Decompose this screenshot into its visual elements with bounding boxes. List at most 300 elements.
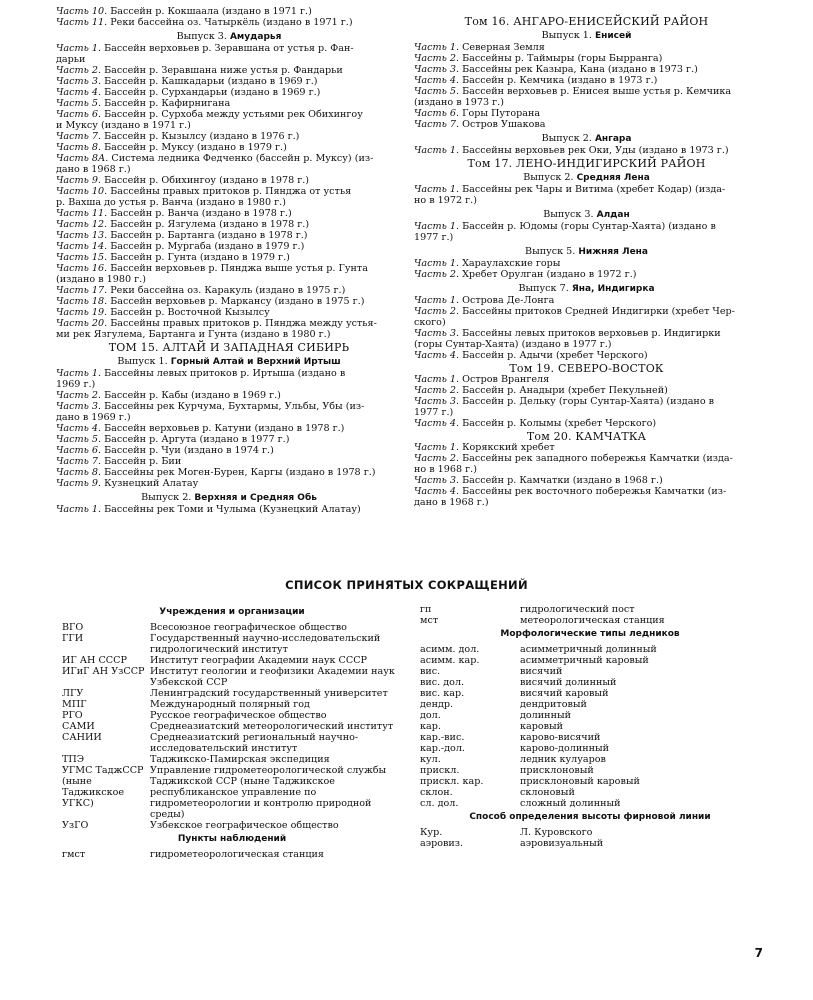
volume-part-line: [414, 328, 759, 339]
abbreviation-value: Таджикско-Памирская экспедиция: [150, 754, 330, 765]
abbreviation-value: гидрометеорологическая станция: [150, 849, 324, 860]
part-label: Часть 17.: [56, 285, 108, 296]
abbreviation-value: Л. Куровского: [520, 827, 593, 838]
issue-heading: [56, 31, 402, 43]
volume-part-line: [56, 230, 402, 241]
issue-heading: [414, 246, 759, 258]
volume-part-line: [56, 153, 402, 164]
part-text: Бассейны рек Курчума, Бухтармы, Ульбы, Убы (из-: [101, 401, 365, 412]
part-label: Часть 7.: [414, 119, 460, 130]
abbreviation-key: САМИ: [62, 721, 95, 732]
part-continuation: дано в 1969 г.): [56, 412, 131, 423]
part-text: Бассейны рек западного побережья Камчатки (изда-: [459, 453, 733, 464]
abbreviation-row: [62, 710, 402, 721]
abbreviation-row: [420, 655, 760, 666]
part-label: Часть 4.: [414, 75, 460, 86]
abbreviation-row: [62, 655, 402, 666]
part-text: Система ледника Федченко (бассейн р. Муксу) (из-: [108, 153, 374, 164]
part-text: Бассейн р. Дельку (горы Сунтар-Хаята) (издано в: [459, 396, 715, 407]
abbreviations-title: СПИСОК ПРИНЯТЫХ СОКРАЩЕНИЙ: [285, 578, 528, 592]
abbreviation-row: [62, 633, 402, 655]
abbreviation-row: [420, 743, 760, 754]
abbreviation-row: [420, 644, 760, 655]
part-continuation: дано в 1968 г.): [56, 164, 131, 175]
volume-part-line: [56, 390, 402, 401]
part-label: Часть 2.: [414, 269, 460, 280]
part-continuation: ского): [414, 317, 446, 328]
abbreviation-row: [62, 699, 402, 710]
abbreviation-value: висячий: [520, 666, 563, 677]
volume-part-line: [414, 385, 759, 396]
part-label: Часть 4.: [414, 418, 460, 429]
abbreviation-value: асимметричный каровый: [520, 655, 649, 666]
abbreviation-row: [62, 732, 402, 754]
abbreviation-group-heading: Способ определения высоты фирновой линии: [469, 812, 711, 822]
abbreviation-value: присклоновый каровый: [520, 776, 640, 787]
part-text: Бассейн р. Мургаба (издано в 1979 г.): [107, 241, 305, 252]
issue-heading: [56, 492, 402, 504]
issue-title: Алдан: [596, 210, 630, 220]
issue-number: Выпуск 2.: [523, 172, 577, 183]
part-text: Бассейн р. Обихингоу (издано в 1978 г.): [101, 175, 310, 186]
abbreviation-row: [420, 732, 760, 743]
part-text: Бассейн верховьев р. Маркансу (издано в 1975 г.): [107, 296, 365, 307]
issue-title: Горный Алтай и Верхний Иртыш: [170, 357, 341, 367]
part-label: Часть 8А.: [56, 153, 109, 164]
abbreviation-row: [420, 765, 760, 776]
part-label: Часть 4.: [56, 87, 102, 98]
abbreviation-key: ТПЭ: [62, 754, 85, 765]
volume-part-line: [414, 295, 759, 306]
part-text: Бассейн р. Анадыри (хребет Пекульней): [459, 385, 668, 396]
part-continuation: 1969 г.): [56, 379, 96, 390]
part-label: Часть 3.: [414, 396, 460, 407]
volume-part-line: [414, 119, 759, 130]
volume-part-line: [56, 17, 402, 28]
part-label: Часть 19.: [56, 307, 108, 318]
abbreviation-key: мст: [420, 615, 439, 626]
part-label: Часть 3.: [56, 76, 102, 87]
part-continuation: дано в 1968 г.): [414, 497, 489, 508]
part-label: Часть 18.: [56, 296, 108, 307]
part-text: Бассейн р. Кабы (издано в 1969 г.): [101, 390, 281, 401]
volume-part-line: [56, 307, 402, 318]
volume-part-line: [56, 142, 402, 153]
abbreviation-value: карово-висячий: [520, 732, 601, 743]
abbreviation-key: МПГ: [62, 699, 87, 710]
abbreviation-row: [420, 666, 760, 677]
part-text: Бассейны правых притоков р. Пянджа между устья-: [107, 318, 377, 329]
part-text: Бассейны рек Моген-Бурен, Каргы (издано в 1978 г.): [101, 467, 376, 478]
issue-title: Верхняя и Средняя Обь: [194, 493, 317, 503]
part-text: Бассейн р. Ванча (издано в 1978 г.): [107, 208, 292, 219]
volume-heading: Том 20. КАМЧАТКА: [526, 430, 647, 443]
volume-part-line: [56, 241, 402, 252]
abbreviation-row: [420, 699, 760, 710]
abbreviation-row: [62, 765, 402, 820]
part-text: Бассейны рек Казыра, Кана (издано в 1973 г.): [459, 64, 698, 75]
volume-part-line: [56, 445, 402, 456]
abbreviation-row: [420, 787, 760, 798]
abbreviation-key: прискл. кар.: [420, 776, 484, 787]
part-label: Часть 3.: [414, 328, 460, 339]
part-label: Часть 2.: [414, 306, 460, 317]
abbreviation-value: склоновый: [520, 787, 575, 798]
volume-part-line: [56, 186, 402, 197]
volume-part-line: [56, 87, 402, 98]
volume-part-line: [56, 6, 402, 17]
abbreviation-key: УзГО: [62, 820, 89, 831]
part-label: Часть 4.: [56, 423, 102, 434]
part-continuation: дарьи: [56, 54, 86, 65]
abbreviation-value: Ленинградский государственный университет: [150, 688, 388, 699]
part-text: Бассейн р. Кызылсу (издано в 1976 г.): [101, 131, 300, 142]
part-text: Реки бассейна оз. Каракуль (издано в 1975 г.): [107, 285, 346, 296]
volume-part-line: [56, 504, 402, 515]
part-label: Часть 6.: [56, 109, 102, 120]
abbreviation-row: [420, 710, 760, 721]
abbreviation-key: РГО: [62, 710, 83, 721]
part-label: Часть 16.: [56, 263, 108, 274]
abbreviation-row: [420, 838, 760, 849]
issue-number: Выпуск 3.: [176, 31, 230, 42]
part-label: Часть 2.: [414, 385, 460, 396]
part-text: Бассейн р. Бии: [101, 456, 182, 467]
abbreviation-row: [420, 677, 760, 688]
part-text: Бассейн верховьев р. Зеравшана от устья р. Фан-: [101, 43, 354, 54]
volume-part-line: [56, 98, 402, 109]
part-text: Бассейны правых притоков р. Пянджа от устья: [107, 186, 352, 197]
volume-part-line: [414, 75, 759, 86]
part-text: Бассейн р. Кашкадарьи (издано в 1969 г.): [101, 76, 318, 87]
abbreviations-left: [62, 604, 402, 860]
volume-part-line: [414, 374, 759, 385]
part-text: Бассейн р. Бартанга (издано в 1978 г.): [107, 230, 308, 241]
part-continuation: 1977 г.): [414, 232, 454, 243]
issue-number: Выпуск 2.: [541, 133, 595, 144]
abbreviation-value: аэровизуальный: [520, 838, 604, 849]
part-label: Часть 3.: [414, 64, 460, 75]
part-label: Часть 5.: [56, 98, 102, 109]
abbreviation-value: Среднеазиатский региональный научно-исследовательский институт: [150, 732, 359, 754]
issue-heading: [414, 30, 759, 42]
volume-part-line: [414, 269, 759, 280]
part-label: Часть 3.: [414, 475, 460, 486]
issue-number: Выпуск 1.: [117, 356, 171, 367]
issue-heading: [414, 209, 759, 221]
abbreviation-group-heading: Морфологические типы ледников: [500, 629, 680, 639]
abbreviation-value: Всесоюзное географическое общество: [150, 622, 347, 633]
part-label: Часть 2.: [414, 453, 460, 464]
part-text: Реки бассейна оз. Чатыркёль (издано в 1971 г.): [107, 17, 353, 28]
part-text: Бассейн р. Камчатки (издано в 1968 г.): [459, 475, 663, 486]
part-label: Часть 1.: [414, 145, 460, 156]
volume-part-line: [56, 131, 402, 142]
part-text: Бассейны рек восточного побережья Камчатки (из-: [459, 486, 727, 497]
part-text: Хараулахские горы: [459, 258, 561, 269]
part-continuation: 1977 г.): [414, 407, 454, 418]
issue-title: Енисей: [594, 31, 632, 41]
volume-part-line: [56, 423, 402, 434]
abbreviations-right: [420, 604, 760, 849]
part-label: Часть 7.: [56, 456, 102, 467]
part-label: Часть 1.: [414, 184, 460, 195]
volume-part-line: [414, 475, 759, 486]
volume-part-line: [414, 350, 759, 361]
abbreviation-row: [420, 754, 760, 765]
issue-number: Выпуск 3.: [543, 209, 597, 220]
abbreviation-key: ЛГУ: [62, 688, 84, 699]
issue-title: Нижняя Лена: [578, 247, 648, 257]
part-text: Бассейны рек Чары и Витима (хребет Кодар) (изда-: [459, 184, 726, 195]
part-label: Часть 2.: [56, 65, 102, 76]
part-label: Часть 1.: [414, 42, 460, 53]
abbreviation-key: кар.-вис.: [420, 732, 465, 743]
abbreviation-row: [62, 849, 402, 860]
volume-part-line: [414, 145, 759, 156]
part-label: Часть 6.: [414, 108, 460, 119]
abbreviation-key: асимм. дол.: [420, 644, 480, 655]
abbreviation-row: [420, 827, 760, 838]
part-text: Бассейн р. Юдомы (горы Сунтар-Хаята) (издано в: [459, 221, 716, 232]
part-text: Корякский хребет: [459, 442, 555, 453]
part-text: Остров Ушакова: [459, 119, 546, 130]
part-text: Бассейн р. Восточной Кызылсу: [107, 307, 270, 318]
abbreviation-row: [420, 688, 760, 699]
volume-part-line: [414, 42, 759, 53]
abbreviation-row: [420, 615, 760, 626]
abbreviation-key: вис. дол.: [420, 677, 465, 688]
part-continuation: ми рек Язгулема, Бартанга и Гунта (издано в 1980 г.): [56, 329, 331, 340]
abbreviation-value: дендритовый: [520, 699, 587, 710]
issue-heading: [414, 172, 759, 184]
part-label: Часть 20.: [56, 318, 108, 329]
issue-number: Выпуск 7.: [518, 283, 572, 294]
part-label: Часть 1.: [414, 295, 460, 306]
part-continuation: (издано в 1980 г.): [56, 274, 146, 285]
abbreviation-value: асимметричный долинный: [520, 644, 657, 655]
issue-title: Амударья: [229, 32, 282, 42]
volume-part-line: [56, 76, 402, 87]
volume-part-line: [56, 109, 402, 120]
issue-number: Выпуск 2.: [141, 492, 195, 503]
abbreviation-key: кар.: [420, 721, 441, 732]
abbreviation-value: ледник кулуаров: [520, 754, 606, 765]
issue-number: Выпуск 5.: [525, 246, 579, 257]
abbreviation-row: [62, 688, 402, 699]
volume-part-line: [56, 368, 402, 379]
abbreviation-key: Кур.: [420, 827, 443, 838]
abbreviation-value: Институт географии Академии наук СССР: [150, 655, 368, 666]
volume-heading: Том 17. ЛЕНО-ИНДИГИРСКИЙ РАЙОН: [467, 157, 706, 170]
part-label: Часть 1.: [56, 504, 102, 515]
part-text: Горы Путорана: [459, 108, 541, 119]
abbreviation-value: гидрологический пост: [520, 604, 635, 615]
part-label: Часть 11.: [56, 208, 108, 219]
volume-part-line: [414, 221, 759, 232]
abbreviation-key: САНИИ: [62, 732, 102, 743]
volume-part-line: [414, 418, 759, 429]
abbreviation-key: асимм. кар.: [420, 655, 480, 666]
part-text: Бассейн верховьев р. Енисея выше устья р. Кемчика: [459, 86, 732, 97]
part-label: Часть 1.: [414, 258, 460, 269]
volume-part-line: [56, 296, 402, 307]
abbreviation-row: [62, 721, 402, 732]
abbreviation-key: аэровиз.: [420, 838, 464, 849]
abbreviation-row: [420, 776, 760, 787]
part-label: Часть 10.: [56, 6, 108, 17]
part-label: Часть 10.: [56, 186, 108, 197]
volume-part-line: [56, 467, 402, 478]
volume-part-line: [414, 486, 759, 497]
abbreviation-key: вис. кар.: [420, 688, 465, 699]
volume-part-line: [56, 318, 402, 329]
part-label: Часть 3.: [56, 401, 102, 412]
part-label: Часть 8.: [56, 467, 102, 478]
part-text: Бассейны левых притоков верховьев р. Индигирки: [459, 328, 721, 339]
left-column: [56, 6, 402, 515]
part-label: Часть 9.: [56, 175, 102, 186]
part-label: Часть 5.: [56, 434, 102, 445]
abbreviation-row: [62, 820, 402, 831]
part-text: Бассейн р. Сурхоба между устьями рек Обихингоу: [101, 109, 363, 120]
part-text: Бассейн р. Муксу (издано в 1979 г.): [101, 142, 287, 153]
volume-part-line: [414, 53, 759, 64]
part-text: Кузнецкий Алатау: [101, 478, 199, 489]
part-continuation: (горы Сунтар-Хаята) (издано в 1977 г.): [414, 339, 612, 350]
part-continuation: но в 1972 г.): [414, 195, 477, 206]
volume-part-line: [56, 65, 402, 76]
volume-heading: Том 16. АНГАРО-ЕНИСЕЙСКИЙ РАЙОН: [464, 15, 709, 28]
volume-part-line: [414, 306, 759, 317]
abbreviation-key: склон.: [420, 787, 453, 798]
abbreviation-key: УГМС ТаджССР (ныне Таджикское УГКС): [62, 765, 144, 809]
volume-part-line: [56, 401, 402, 412]
part-label: Часть 7.: [56, 131, 102, 142]
abbreviation-key: кар.-дол.: [420, 743, 465, 754]
part-text: Бассейн р. Сурхандарьи (издано в 1969 г.): [101, 87, 321, 98]
issue-title: Яна, Индигирка: [571, 284, 655, 294]
abbreviation-key: дол.: [420, 710, 441, 721]
volume-part-line: [414, 442, 759, 453]
volume-part-line: [56, 219, 402, 230]
abbreviation-key: ГГИ: [62, 633, 84, 644]
part-text: Бассейн р. Колымы (хребет Черского): [459, 418, 657, 429]
abbreviation-group-heading: Учреждения и организации: [159, 607, 305, 617]
abbreviation-key: прискл.: [420, 765, 460, 776]
part-text: Остров Врангеля: [459, 374, 550, 385]
volume-part-line: [56, 456, 402, 467]
volume-part-line: [56, 208, 402, 219]
part-text: Бассейны р. Таймыры (горы Бырранга): [459, 53, 663, 64]
part-label: Часть 9.: [56, 478, 102, 489]
part-text: Бассейн р. Язгулема (издано в 1978 г.): [107, 219, 310, 230]
part-text: Бассейны притоков Средней Индигирки (хребет Чер-: [459, 306, 735, 317]
part-label: Часть 12.: [56, 219, 108, 230]
abbreviation-row: [420, 798, 760, 809]
part-text: Бассейн верховьев р. Пянджа выше устья р. Гунта: [107, 263, 368, 274]
volume-part-line: [56, 252, 402, 263]
part-text: Бассейны рек Томи и Чулыма (Кузнецкий Алатау): [101, 504, 361, 515]
abbreviation-value: Институт геологии и геофизики Академии наук Узбекской ССР: [150, 666, 395, 688]
part-text: Бассейны левых притоков р. Иртыша (издано в: [101, 368, 346, 379]
part-continuation: р. Вахша до устья р. Ванча (издано в 1980 г.): [56, 197, 286, 208]
part-label: Часть 1.: [56, 43, 102, 54]
part-continuation: (издано в 1973 г.): [414, 97, 504, 108]
issue-heading: [56, 356, 402, 368]
issue-title: Средняя Лена: [576, 173, 650, 183]
abbreviation-value: метеорологическая станция: [520, 615, 665, 626]
abbreviation-key: сл. дол.: [420, 798, 459, 809]
volume-part-line: [414, 184, 759, 195]
volume-part-line: [56, 175, 402, 186]
abbreviation-row: [420, 721, 760, 732]
part-label: Часть 1.: [56, 368, 102, 379]
part-label: Часть 6.: [56, 445, 102, 456]
volume-part-line: [414, 64, 759, 75]
abbreviation-value: карово-долинный: [520, 743, 610, 754]
part-text: Бассейн р. Гунта (издано в 1979 г.): [107, 252, 290, 263]
abbreviation-value: долинный: [520, 710, 571, 721]
part-text: Бассейн р. Кафирнигана: [101, 98, 231, 109]
part-label: Часть 13.: [56, 230, 108, 241]
part-label: Часть 14.: [56, 241, 108, 252]
part-text: Бассейн р. Кемчика (издано в 1973 г.): [459, 75, 658, 86]
part-text: Северная Земля: [459, 42, 545, 53]
volume-part-line: [414, 86, 759, 97]
page-number: 7: [754, 946, 763, 960]
part-label: Часть 2.: [56, 390, 102, 401]
volume-heading: Том 19. СЕВЕРО-ВОСТОК: [509, 362, 664, 375]
volume-part-line: [56, 263, 402, 274]
part-continuation: но в 1968 г.): [414, 464, 477, 475]
abbreviation-value: присклоновый: [520, 765, 594, 776]
volume-heading: ТОМ 15. АЛТАЙ И ЗАПАДНАЯ СИБИРЬ: [108, 341, 350, 354]
issue-heading: [414, 283, 759, 295]
abbreviation-group-heading: Пункты наблюдений: [177, 834, 287, 844]
part-label: Часть 11.: [56, 17, 108, 28]
part-label: Часть 8.: [56, 142, 102, 153]
part-text: Хребет Орулган (издано в 1972 г.): [459, 269, 637, 280]
abbreviation-row: [62, 622, 402, 633]
part-label: Часть 1.: [414, 374, 460, 385]
abbreviation-value: Среднеазиатский метеорологический институт: [150, 721, 394, 732]
volume-part-line: [414, 258, 759, 269]
abbreviation-value: висячий каровый: [520, 688, 609, 699]
abbreviation-value: Управление гидрометеорологической службы Таджикской ССР (ныне Таджикское республиканское управление по гидрометеорологии и контролю природной среды): [150, 765, 387, 820]
volume-part-line: [56, 434, 402, 445]
part-label: Часть 4.: [414, 350, 460, 361]
abbreviation-key: дендр.: [420, 699, 454, 710]
part-label: Часть 2.: [414, 53, 460, 64]
part-text: Бассейн верховьев р. Катуни (издано в 1978 г.): [101, 423, 345, 434]
issue-heading: [414, 133, 759, 145]
part-label: Часть 4.: [414, 486, 460, 497]
abbreviation-value: Русское географическое общество: [150, 710, 327, 721]
abbreviation-value: сложный долинный: [520, 798, 621, 809]
abbreviation-value: висячий долинный: [520, 677, 617, 688]
abbreviation-key: ИГиГ АН УзССР: [62, 666, 145, 677]
part-text: Острова Де-Лонга: [459, 295, 555, 306]
abbreviation-row: [420, 604, 760, 615]
abbreviation-value: каровый: [520, 721, 564, 732]
right-column: [414, 14, 759, 508]
part-text: Бассейн р. Аргута (издано в 1977 г.): [101, 434, 290, 445]
abbreviation-key: ИГ АН СССР: [62, 655, 127, 666]
abbreviation-value: Государственный научно-исследовательский гидрологический институт: [150, 633, 381, 655]
part-continuation: и Муксу (издано в 1971 г.): [56, 120, 191, 131]
part-text: Бассейн р. Чуи (издано в 1974 г.): [101, 445, 274, 456]
